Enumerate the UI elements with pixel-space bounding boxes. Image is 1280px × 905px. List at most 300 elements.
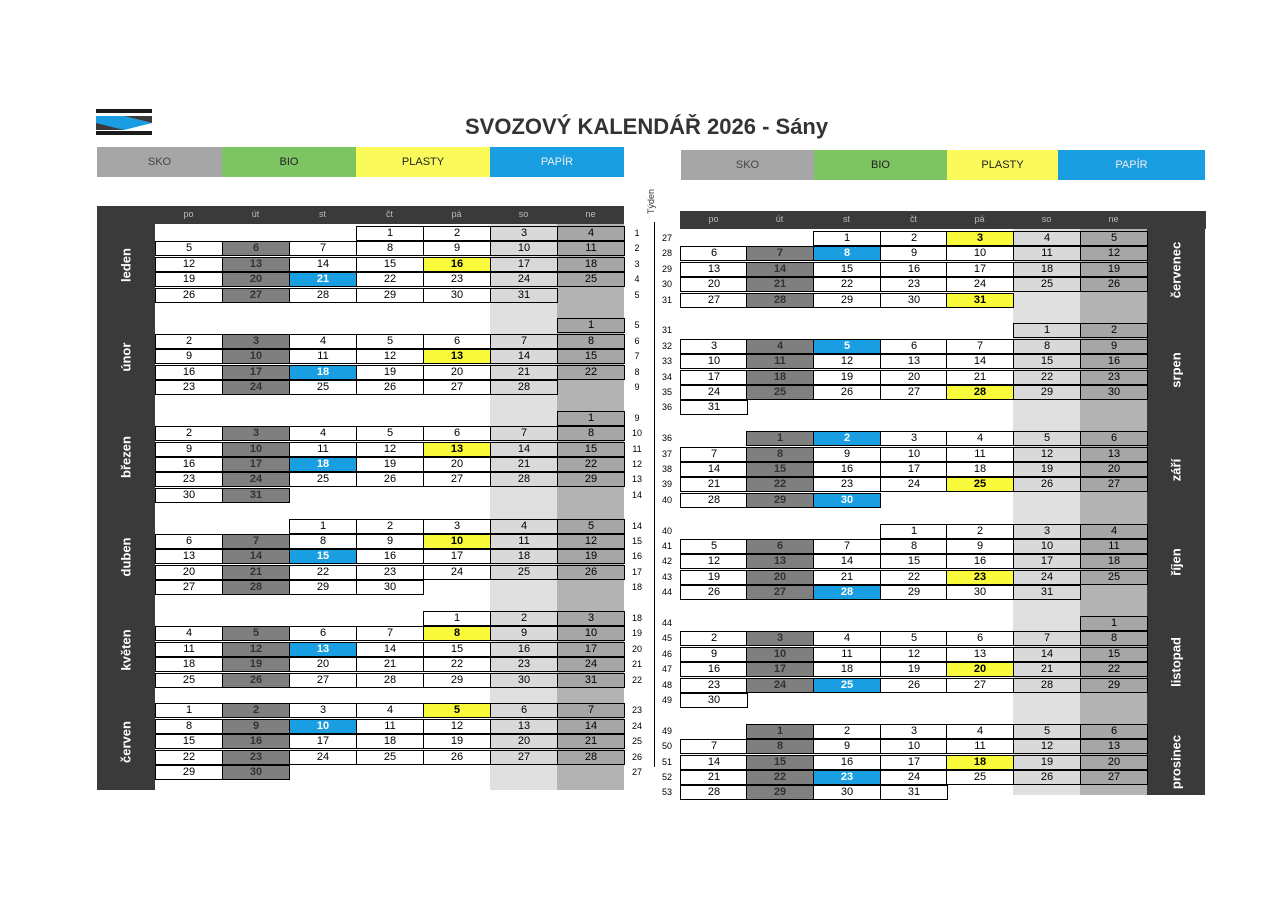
day-cell: 24 <box>746 678 814 693</box>
day-cell: 3 <box>746 631 814 646</box>
day-cell: 21 <box>680 770 748 785</box>
day-cell: 1 <box>289 519 357 534</box>
day-cell: 1 <box>1080 616 1148 631</box>
day-cell: 27 <box>222 288 290 303</box>
day-cell: 27 <box>155 580 223 595</box>
day-cell: 9 <box>423 241 491 256</box>
day-cell: 28 <box>1013 678 1081 693</box>
day-cell: 30 <box>946 585 1014 600</box>
day-cell: 2 <box>222 703 290 718</box>
week-number: 14 <box>631 520 642 531</box>
day-cell: 14 <box>813 554 881 569</box>
week-divider <box>654 222 655 767</box>
day-header-bar <box>680 211 1206 229</box>
week-number: 19 <box>631 628 642 639</box>
day-cell: 6 <box>680 246 748 261</box>
day-cell: 26 <box>1013 770 1081 785</box>
week-number: 4 <box>634 274 640 285</box>
day-cell: 24 <box>289 750 357 765</box>
day-cell: 5 <box>356 426 424 441</box>
week-number: 16 <box>631 551 642 562</box>
day-cell: 22 <box>423 657 491 672</box>
day-cell: 4 <box>557 226 625 241</box>
day-cell: 4 <box>356 703 424 718</box>
day-cell: 21 <box>680 477 748 492</box>
legend-plasty: PLASTY <box>947 150 1058 180</box>
day-cell: 29 <box>155 765 223 780</box>
day-cell: 14 <box>356 642 424 657</box>
day-cell: 30 <box>490 673 558 688</box>
day-cell: 26 <box>880 678 948 693</box>
day-header-2: st <box>318 209 326 219</box>
day-cell: 5 <box>155 241 223 256</box>
day-cell: 25 <box>946 770 1014 785</box>
day-cell: 8 <box>557 334 625 349</box>
day-cell: 16 <box>155 365 223 380</box>
day-cell: 11 <box>155 642 223 657</box>
day-cell: 24 <box>880 770 948 785</box>
day-cell: 30 <box>423 288 491 303</box>
week-number: 5 <box>634 289 640 300</box>
day-cell: 26 <box>155 288 223 303</box>
month-label-0: leden <box>118 247 134 282</box>
weekend-band <box>1080 229 1147 795</box>
day-cell: 13 <box>155 549 223 564</box>
day-cell: 18 <box>557 257 625 272</box>
day-cell: 28 <box>680 493 748 508</box>
day-cell: 16 <box>813 755 881 770</box>
day-header-0: po <box>183 209 194 219</box>
day-cell: 8 <box>880 539 948 554</box>
month-label-2: březen <box>118 436 134 478</box>
day-cell: 23 <box>680 678 748 693</box>
day-cell: 6 <box>423 426 491 441</box>
day-cell: 22 <box>1080 662 1148 677</box>
day-cell: 2 <box>813 431 881 446</box>
week-number: 47 <box>661 664 672 675</box>
week-number: 40 <box>661 494 672 505</box>
day-cell: 3 <box>1013 524 1081 539</box>
day-cell: 24 <box>222 472 290 487</box>
day-cell: 28 <box>557 750 625 765</box>
day-cell: 7 <box>680 447 748 462</box>
day-cell: 14 <box>557 719 625 734</box>
day-cell: 26 <box>813 385 881 400</box>
day-cell: 7 <box>746 246 814 261</box>
day-cell: 14 <box>222 549 290 564</box>
day-cell: 3 <box>289 703 357 718</box>
day-cell: 6 <box>155 534 223 549</box>
day-cell: 31 <box>490 288 558 303</box>
day-cell: 11 <box>1013 246 1081 261</box>
day-cell: 5 <box>880 631 948 646</box>
day-cell: 18 <box>356 734 424 749</box>
week-number: 2 <box>634 243 640 254</box>
day-cell: 7 <box>1013 631 1081 646</box>
day-cell: 19 <box>155 272 223 287</box>
day-cell: 18 <box>289 457 357 472</box>
legend-plasty: PLASTY <box>356 147 490 177</box>
day-cell: 6 <box>1080 431 1148 446</box>
week-number: 29 <box>661 263 672 274</box>
week-number: 34 <box>661 371 672 382</box>
day-header-2: st <box>842 214 850 224</box>
day-cell: 1 <box>557 318 625 333</box>
week-number: 18 <box>631 582 642 593</box>
day-cell: 8 <box>356 241 424 256</box>
day-cell: 8 <box>1013 339 1081 354</box>
day-cell: 5 <box>1013 724 1081 739</box>
day-cell: 13 <box>423 349 491 364</box>
legend-papir: PAPÍR <box>1058 150 1205 180</box>
day-cell: 6 <box>289 626 357 641</box>
day-cell: 28 <box>222 580 290 595</box>
month-label-1: únor <box>118 342 134 372</box>
week-number: 20 <box>631 643 642 654</box>
day-cell: 7 <box>490 426 558 441</box>
day-cell: 14 <box>746 262 814 277</box>
day-cell: 27 <box>1080 770 1148 785</box>
day-cell: 12 <box>222 642 290 657</box>
day-cell: 28 <box>946 385 1014 400</box>
day-cell: 3 <box>880 431 948 446</box>
day-cell: 23 <box>155 380 223 395</box>
day-cell: 21 <box>946 370 1014 385</box>
day-cell: 7 <box>813 539 881 554</box>
week-number: 3 <box>634 258 640 269</box>
day-cell: 13 <box>1080 447 1148 462</box>
week-number: 26 <box>631 751 642 762</box>
day-cell: 15 <box>356 257 424 272</box>
day-cell: 23 <box>222 750 290 765</box>
day-cell: 24 <box>946 277 1014 292</box>
week-number: 27 <box>661 233 672 243</box>
day-cell: 11 <box>356 719 424 734</box>
day-cell: 9 <box>680 647 748 662</box>
day-cell: 19 <box>356 365 424 380</box>
day-cell: 12 <box>557 534 625 549</box>
day-cell: 15 <box>813 262 881 277</box>
day-cell: 13 <box>880 354 948 369</box>
day-cell: 8 <box>746 447 814 462</box>
day-cell: 2 <box>490 611 558 626</box>
day-cell: 1 <box>356 226 424 241</box>
day-cell: 29 <box>813 293 881 308</box>
day-header-6: ne <box>585 209 596 219</box>
week-number: 35 <box>661 387 672 397</box>
day-cell: 11 <box>946 739 1014 754</box>
week-number: 11 <box>632 443 642 454</box>
month-sidebar <box>97 206 155 790</box>
day-cell: 9 <box>222 719 290 734</box>
month-label-4: listopad <box>1168 637 1184 688</box>
week-number: 28 <box>661 248 672 259</box>
day-cell: 19 <box>423 734 491 749</box>
day-cell: 4 <box>946 724 1014 739</box>
day-cell: 17 <box>946 262 1014 277</box>
legend-bio: BIO <box>814 150 947 180</box>
day-cell: 3 <box>680 339 748 354</box>
day-cell: 5 <box>222 626 290 641</box>
week-number: 9 <box>634 382 640 392</box>
day-cell: 28 <box>490 472 558 487</box>
day-cell: 3 <box>423 519 491 534</box>
day-cell: 29 <box>746 493 814 508</box>
week-number: 46 <box>661 648 672 659</box>
day-cell: 16 <box>813 462 881 477</box>
day-cell: 2 <box>155 334 223 349</box>
day-cell: 20 <box>155 565 223 580</box>
day-cell: 2 <box>946 524 1014 539</box>
day-cell: 25 <box>356 750 424 765</box>
day-cell: 15 <box>746 755 814 770</box>
week-column-header: Týden <box>646 188 656 214</box>
day-cell: 24 <box>423 565 491 580</box>
day-cell: 7 <box>946 339 1014 354</box>
legend-sko: SKO <box>97 147 222 177</box>
day-cell: 19 <box>680 570 748 585</box>
week-number: 36 <box>661 433 672 444</box>
day-cell: 6 <box>946 631 1014 646</box>
week-number: 53 <box>661 787 672 798</box>
day-cell: 20 <box>490 734 558 749</box>
day-cell: 15 <box>880 554 948 569</box>
day-cell: 26 <box>356 472 424 487</box>
month-label-5: prosinec <box>1168 735 1184 790</box>
day-cell: 16 <box>423 257 491 272</box>
day-cell: 24 <box>557 657 625 672</box>
day-cell: 4 <box>289 426 357 441</box>
day-cell: 8 <box>1080 631 1148 646</box>
day-cell: 17 <box>1013 554 1081 569</box>
day-cell: 18 <box>746 370 814 385</box>
day-cell: 23 <box>155 472 223 487</box>
day-cell: 10 <box>557 626 625 641</box>
day-cell: 5 <box>356 334 424 349</box>
day-cell: 31 <box>880 785 948 800</box>
day-cell: 25 <box>1013 277 1081 292</box>
day-cell: 22 <box>289 565 357 580</box>
week-number: 48 <box>661 679 672 690</box>
day-header-3: čt <box>909 214 917 224</box>
week-number: 25 <box>631 736 642 747</box>
day-cell: 16 <box>356 549 424 564</box>
day-cell: 15 <box>423 642 491 657</box>
day-cell: 7 <box>490 334 558 349</box>
day-cell: 13 <box>680 262 748 277</box>
day-cell: 14 <box>289 257 357 272</box>
day-cell: 28 <box>490 380 558 395</box>
day-cell: 3 <box>946 231 1014 246</box>
day-cell: 3 <box>222 334 290 349</box>
day-cell: 1 <box>746 724 814 739</box>
day-cell: 9 <box>155 442 223 457</box>
week-number: 27 <box>631 767 642 777</box>
day-cell: 24 <box>880 477 948 492</box>
week-number: 13 <box>631 474 642 485</box>
day-cell: 10 <box>680 354 748 369</box>
day-cell: 4 <box>289 334 357 349</box>
day-cell: 13 <box>1080 739 1148 754</box>
day-cell: 23 <box>490 657 558 672</box>
page-title: SVOZOVÝ KALENDÁŘ 2026 - Sány <box>465 114 829 139</box>
day-cell: 20 <box>1080 462 1148 477</box>
day-cell: 17 <box>880 755 948 770</box>
day-cell: 21 <box>1013 662 1081 677</box>
day-cell: 12 <box>1013 447 1081 462</box>
day-cell: 29 <box>1080 678 1148 693</box>
day-header-3: čt <box>385 209 393 219</box>
day-cell: 11 <box>289 442 357 457</box>
day-cell: 23 <box>356 565 424 580</box>
week-number: 50 <box>661 741 672 752</box>
day-cell: 29 <box>880 585 948 600</box>
day-cell: 12 <box>880 647 948 662</box>
day-cell: 30 <box>813 493 881 508</box>
day-header-0: po <box>708 214 719 224</box>
day-cell: 31 <box>557 673 625 688</box>
day-cell: 4 <box>155 626 223 641</box>
legend-left <box>97 147 624 177</box>
day-cell: 27 <box>289 673 357 688</box>
day-cell: 19 <box>1013 462 1081 477</box>
legend-sko: SKO <box>681 150 814 180</box>
day-cell: 16 <box>222 734 290 749</box>
day-cell: 23 <box>813 477 881 492</box>
day-cell: 26 <box>356 380 424 395</box>
day-cell: 12 <box>813 354 881 369</box>
day-cell: 5 <box>1080 231 1148 246</box>
day-cell: 9 <box>813 447 881 462</box>
day-cell: 29 <box>289 580 357 595</box>
day-cell: 2 <box>1080 323 1148 338</box>
day-cell: 31 <box>946 293 1014 308</box>
day-cell: 6 <box>490 703 558 718</box>
day-cell: 11 <box>946 447 1014 462</box>
month-sidebar <box>1147 211 1205 795</box>
day-cell: 19 <box>1080 262 1148 277</box>
day-cell: 21 <box>356 657 424 672</box>
week-number: 49 <box>661 695 672 705</box>
day-cell: 19 <box>880 662 948 677</box>
month-label-2: září <box>1168 458 1184 481</box>
day-cell: 23 <box>423 272 491 287</box>
day-cell: 20 <box>423 365 491 380</box>
week-number: 9 <box>634 412 640 423</box>
day-cell: 13 <box>746 554 814 569</box>
day-cell: 30 <box>1080 385 1148 400</box>
day-cell: 3 <box>490 226 558 241</box>
day-cell: 8 <box>423 626 491 641</box>
day-cell: 16 <box>490 642 558 657</box>
day-cell: 12 <box>680 554 748 569</box>
day-cell: 7 <box>680 739 748 754</box>
day-cell: 30 <box>356 580 424 595</box>
day-cell: 26 <box>1080 277 1148 292</box>
month-label-1: srpen <box>1168 351 1184 388</box>
day-cell: 28 <box>746 293 814 308</box>
day-cell: 21 <box>222 565 290 580</box>
day-header-1: út <box>775 214 784 224</box>
day-cell: 4 <box>813 631 881 646</box>
month-label-0: červenec <box>1168 241 1184 298</box>
week-number: 10 <box>631 428 642 439</box>
day-cell: 10 <box>746 647 814 662</box>
day-cell: 28 <box>289 288 357 303</box>
day-cell: 30 <box>155 488 223 503</box>
day-cell: 20 <box>423 457 491 472</box>
week-number: 51 <box>661 756 672 767</box>
day-cell: 18 <box>1013 262 1081 277</box>
day-cell: 19 <box>557 549 625 564</box>
month-label-5: červen <box>118 720 134 763</box>
day-cell: 27 <box>680 293 748 308</box>
day-cell: 21 <box>557 734 625 749</box>
week-number: 41 <box>661 541 672 551</box>
day-cell: 27 <box>946 678 1014 693</box>
day-cell: 7 <box>289 241 357 256</box>
day-cell: 24 <box>680 385 748 400</box>
day-cell: 31 <box>1013 585 1081 600</box>
day-cell: 10 <box>1013 539 1081 554</box>
day-cell: 27 <box>490 750 558 765</box>
day-cell: 2 <box>680 631 748 646</box>
day-cell: 25 <box>557 272 625 287</box>
day-cell: 10 <box>946 246 1014 261</box>
day-cell: 16 <box>946 554 1014 569</box>
day-cell: 27 <box>1080 477 1148 492</box>
day-cell: 29 <box>423 673 491 688</box>
day-cell: 17 <box>557 642 625 657</box>
day-header-6: ne <box>1108 214 1119 224</box>
day-cell: 2 <box>356 519 424 534</box>
day-header-bar <box>97 206 624 224</box>
day-cell: 6 <box>1080 724 1148 739</box>
day-cell: 1 <box>813 231 881 246</box>
day-cell: 15 <box>746 462 814 477</box>
day-cell: 6 <box>423 334 491 349</box>
day-header-1: út <box>251 209 260 219</box>
day-cell: 1 <box>557 411 625 426</box>
legend-right <box>681 150 1205 180</box>
day-cell: 2 <box>423 226 491 241</box>
day-cell: 14 <box>490 349 558 364</box>
day-cell: 12 <box>356 349 424 364</box>
day-cell: 26 <box>680 585 748 600</box>
day-cell: 10 <box>289 719 357 734</box>
day-cell: 5 <box>680 539 748 554</box>
day-cell: 26 <box>222 673 290 688</box>
day-cell: 14 <box>946 354 1014 369</box>
day-cell: 29 <box>356 288 424 303</box>
day-cell: 17 <box>423 549 491 564</box>
day-cell: 13 <box>289 642 357 657</box>
day-cell: 21 <box>746 277 814 292</box>
week-number: 31 <box>661 294 672 305</box>
day-cell: 18 <box>155 657 223 672</box>
legend-papir: PAPÍR <box>490 147 624 177</box>
week-number: 42 <box>661 556 672 567</box>
day-cell: 12 <box>423 719 491 734</box>
day-cell: 7 <box>222 534 290 549</box>
day-cell: 29 <box>746 785 814 800</box>
week-number: 45 <box>661 633 672 644</box>
day-cell: 20 <box>680 277 748 292</box>
day-cell: 2 <box>880 231 948 246</box>
day-cell: 24 <box>490 272 558 287</box>
week-number: 37 <box>661 448 672 459</box>
day-cell: 10 <box>880 447 948 462</box>
